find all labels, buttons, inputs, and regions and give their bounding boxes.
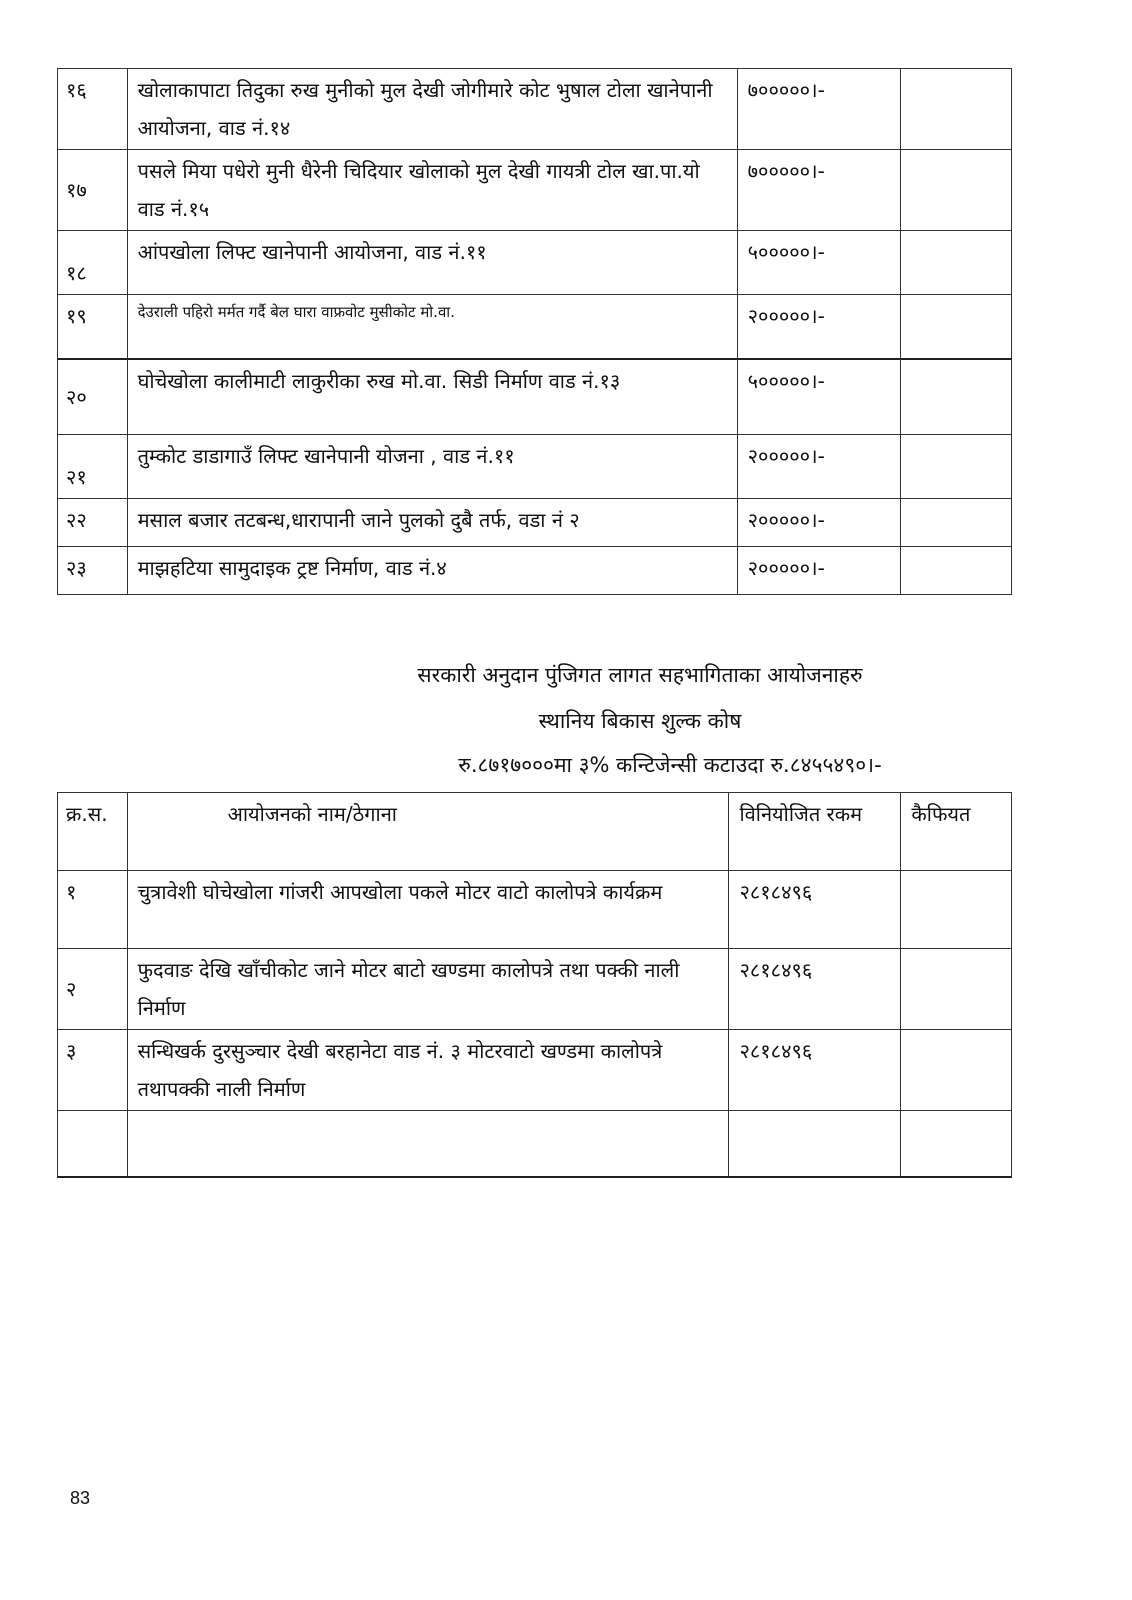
allocated-amount: ५०००००।- — [737, 359, 901, 435]
remarks — [901, 499, 1012, 547]
allocated-amount: २०००००।- — [737, 435, 901, 499]
table-row-empty — [58, 1111, 1012, 1177]
allocated-amount: २८१८४९६ — [729, 871, 901, 949]
serial-number: १ — [58, 871, 128, 949]
table-row — [58, 871, 1012, 949]
project-name: खोलाकापाटा तिदुका रुख मुनीको मुल देखी जोगीमारे कोट भुषाल टोला खानेपानी आयोजना, वाड नं.१४ — [127, 69, 737, 150]
project-name: घोचेखोला कालीमाटी लाकुरीका रुख मो.वा. सिडी निर्माण वाड नं.१३ — [127, 359, 737, 435]
projects-table-continued — [57, 68, 1012, 595]
remarks — [901, 359, 1012, 435]
table-row — [58, 150, 1012, 231]
serial-number: १८ — [58, 231, 128, 295]
serial-number: १७ — [58, 150, 128, 231]
allocated-amount: ७०००००।- — [737, 69, 901, 150]
serial-number — [58, 1111, 128, 1177]
allocated-amount: २८१८४९६ — [729, 1030, 901, 1111]
header-remarks: कैफियत — [901, 793, 1012, 871]
project-name: फुदवाङ देखि खाँचीकोट जाने मोटर बाटो खण्डमा कालोपत्रे तथा पक्की नाली निर्माण — [127, 949, 729, 1030]
project-name: सन्धिखर्क दुरसुञ्चार देखी बरहानेटा वाड नं. ३ मोटरवाटो खण्डमा कालोपत्रे तथापक्की नाली निर्माण — [127, 1030, 729, 1111]
allocated-amount: २०००००।- — [737, 499, 901, 547]
project-name: चुत्रावेशी घोचेखोला गांजरी आपखोला पकले मोटर वाटो कालोपत्रे कार्यक्रम — [127, 871, 729, 949]
table-header-row — [58, 793, 1012, 871]
page-number: 83 — [70, 1488, 91, 1508]
remarks — [901, 150, 1012, 231]
table-row — [58, 359, 1012, 435]
serial-number: ३ — [58, 1030, 128, 1111]
serial-number: २ — [58, 949, 128, 1030]
project-name — [127, 1111, 729, 1177]
table-row — [58, 435, 1012, 499]
remarks — [901, 1111, 1012, 1177]
section-subheading: स्थानिय बिकास शुल्क कोष — [538, 709, 742, 733]
allocated-amount: २८१८४९६ — [729, 949, 901, 1030]
allocated-amount — [729, 1111, 901, 1177]
serial-number: १६ — [58, 69, 128, 150]
serial-number: १९ — [58, 295, 128, 359]
remarks — [901, 295, 1012, 359]
table-row — [58, 499, 1012, 547]
table-row — [58, 949, 1012, 1030]
allocated-amount: ५०००००।- — [737, 231, 901, 295]
table-row — [58, 295, 1012, 359]
serial-number: २३ — [58, 547, 128, 595]
table-row — [58, 1030, 1012, 1111]
remarks — [901, 1030, 1012, 1111]
remarks — [901, 871, 1012, 949]
remarks — [901, 547, 1012, 595]
table-row — [58, 231, 1012, 295]
project-name: देउराली पहिरो मर्मत गर्दै बेल घारा वाफ्रवोट मुसीकोट मो.वा. — [127, 295, 737, 359]
remarks — [901, 69, 1012, 150]
project-name: तुम्कोट डाडागाउँ लिफ्ट खानेपानी योजना , वाड नं.११ — [127, 435, 737, 499]
project-name: माझहटिया सामुदाइक ट्रष्ट निर्माण, वाड नं.४ — [127, 547, 737, 595]
project-name: मसाल बजार तटबन्ध,धारापानी जाने पुलको दुबै तर्फ, वडा नं २ — [127, 499, 737, 547]
budget-summary: रु.८७१७०००मा ३% कन्टिजेन्सी कटाउदा रु.८४५५४९०।- — [458, 753, 882, 777]
allocated-amount: २०००००।- — [737, 295, 901, 359]
table-row — [58, 547, 1012, 595]
serial-number: २० — [58, 359, 128, 435]
header-serial: क्र.स. — [58, 793, 128, 871]
remarks — [901, 949, 1012, 1030]
remarks — [901, 435, 1012, 499]
section-heading: सरकारी अनुदान पुंजिगत लागत सहभागिताका आयोजनाहरु — [417, 663, 863, 687]
serial-number: २१ — [58, 435, 128, 499]
allocated-amount: ७०००००।- — [737, 150, 901, 231]
allocated-amount: २०००००।- — [737, 547, 901, 595]
table-row — [58, 69, 1012, 150]
project-name: पसले मिया पधेरो मुनी धैरेनी चिदियार खोलाको मुल देखी गायत्री टोल खा.पा.यो वाड नं.१५ — [127, 150, 737, 231]
project-name: आंपखोला लिफ्ट खानेपानी आयोजना, वाड नं.११ — [127, 231, 737, 295]
header-allocated-amount: विनियोजित रकम — [729, 793, 901, 871]
remarks — [901, 231, 1012, 295]
header-project-name: आयोजनको नाम/ठेगाना — [127, 793, 729, 871]
capital-grant-projects-table — [57, 792, 1012, 1178]
serial-number: २२ — [58, 499, 128, 547]
